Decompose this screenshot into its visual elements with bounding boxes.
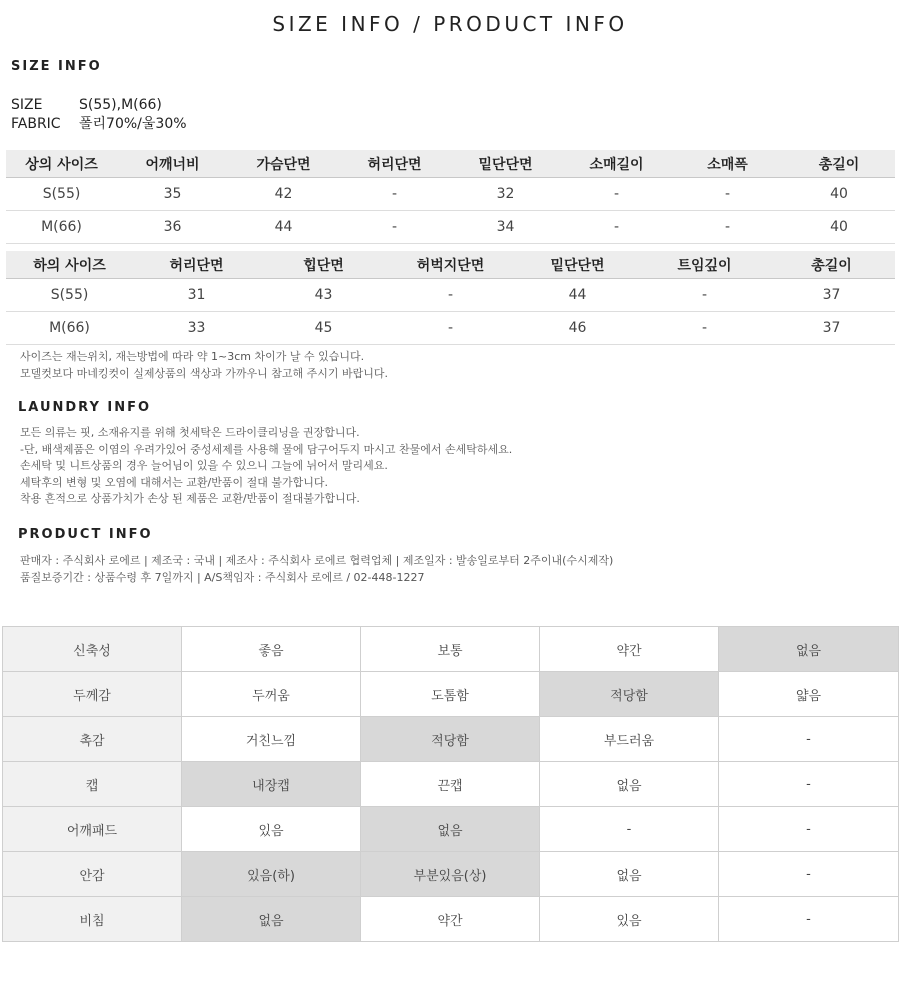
product-notes	[20, 553, 613, 586]
fabric-feel-label: 어깨패드	[3, 807, 182, 852]
note-line: 판매자 : 주식회사 로에르 | 제조국 : 국내 | 제조사 : 주식회사 로에르 협력업체 | 제조일자 : 발송일로부터 2주이내(수시제작)	[20, 554, 614, 567]
fabric-feel-option: 있음	[540, 897, 719, 942]
column-header: 총길이	[783, 150, 895, 178]
table-cell: -	[387, 279, 514, 312]
fabric-feel-label: 안감	[3, 852, 182, 897]
note-line: 모든 의류는 핏, 소재유지를 위해 첫세탁은 드라이클리닝을 권장합니다.	[20, 426, 360, 439]
fabric-feel-option-selected: 적당함	[361, 717, 540, 762]
fabric-feel-option: -	[719, 852, 899, 897]
size-info-heading: SIZE INFO	[11, 59, 102, 74]
note-line: 품질보증기간 : 상품수령 후 7일까지 | A/S책임자 : 주식회사 로에르 / 02-448-1227	[20, 570, 425, 584]
fabric-feel-table-body	[3, 627, 899, 942]
column-header: 밑단단면	[450, 150, 561, 178]
top-size-table-body	[6, 178, 895, 244]
fabric-feel-option-selected: 없음	[361, 807, 540, 852]
fabric-feel-option: 약간	[540, 627, 719, 672]
table-cell: 40	[783, 178, 895, 211]
table-cell: 43	[260, 279, 387, 312]
table-cell: M(66)	[6, 312, 133, 345]
page-title: SIZE INFO / PRODUCT INFO	[272, 12, 628, 36]
fabric-feel-row	[3, 672, 899, 717]
bottom-size-table-body	[6, 279, 895, 345]
column-header: 총길이	[768, 251, 895, 279]
table-cell: 36	[117, 211, 228, 244]
table-cell: 45	[260, 312, 387, 345]
table-cell: 37	[768, 279, 895, 312]
table-cell: -	[641, 279, 768, 312]
top-size-table	[6, 150, 895, 244]
laundry-notes	[20, 425, 512, 508]
column-header: 하의 사이즈	[6, 251, 133, 279]
table-cell: -	[387, 312, 514, 345]
product-info-heading: PRODUCT INFO	[18, 527, 153, 542]
table-cell: 42	[228, 178, 339, 211]
fabric-feel-row	[3, 627, 899, 672]
fabric-feel-option: 도톰함	[361, 672, 540, 717]
note-line: 세탁후의 변형 및 오염에 대해서는 교환/반품이 절대 불가합니다.	[20, 475, 328, 489]
column-header: 가슴단면	[228, 150, 339, 178]
column-header: 소매길이	[561, 150, 672, 178]
table-cell: S(55)	[6, 178, 117, 211]
fabric-feel-row	[3, 852, 899, 897]
fabric-feel-row	[3, 807, 899, 852]
column-header: 밑단단면	[514, 251, 641, 279]
fabric-feel-option-selected: 없음	[719, 627, 899, 672]
column-header: 허벅지단면	[387, 251, 514, 279]
fabric-feel-label: 비침	[3, 897, 182, 942]
note-line: 손세탁 및 니트상품의 경우 늘어님이 있을 수 있으니 그늘에 뉘어서 말리세요.	[20, 459, 388, 473]
note-line: -단, 배색제품은 이염의 우려가있어 중성세제를 사용해 물에 담구어두지 마시고 찬물에서 손세탁하세요.	[20, 442, 513, 456]
table-cell: -	[561, 211, 672, 244]
column-header: 트임깊이	[641, 251, 768, 279]
table-cell: 34	[450, 211, 561, 244]
table-cell: 44	[514, 279, 641, 312]
fabric-feel-label: 촉감	[3, 717, 182, 762]
table-cell: -	[672, 211, 783, 244]
table-row	[6, 178, 895, 211]
table-cell: 37	[768, 312, 895, 345]
table-cell: -	[339, 178, 450, 211]
fabric-feel-option-selected: 내장캡	[182, 762, 361, 807]
table-header-row	[6, 251, 895, 279]
fabric-feel-option-selected: 부분있음(상)	[361, 852, 540, 897]
fabric-feel-table	[2, 626, 899, 942]
size-label: SIZE	[11, 97, 43, 113]
fabric-feel-option-selected: 있음(하)	[182, 852, 361, 897]
fabric-label: FABRIC	[11, 116, 61, 132]
note-line: 모델컷보다 마네킹컷이 실제상품의 색상과 가까우니 참고해 주시기 바랍니다.	[20, 366, 389, 380]
fabric-feel-option: 좋음	[182, 627, 361, 672]
column-header: 상의 사이즈	[6, 150, 117, 178]
size-spec-row	[11, 97, 162, 113]
fabric-feel-option: 있음	[182, 807, 361, 852]
fabric-feel-row	[3, 897, 899, 942]
table-cell: 32	[450, 178, 561, 211]
fabric-spec-row	[11, 113, 187, 133]
table-cell: 46	[514, 312, 641, 345]
column-header: 힙단면	[260, 251, 387, 279]
fabric-feel-option: 거친느낌	[182, 717, 361, 762]
bottom-size-table-header	[6, 251, 895, 279]
fabric-feel-option-selected: 적당함	[540, 672, 719, 717]
fabric-feel-row	[3, 762, 899, 807]
size-notes	[20, 349, 388, 382]
note-line: 착용 흔적으로 상품가치가 손상 된 제품은 교환/반품이 절대불가합니다.	[20, 492, 360, 506]
fabric-feel-label: 신축성	[3, 627, 182, 672]
table-row	[6, 312, 895, 345]
table-cell: 31	[133, 279, 260, 312]
top-size-table-header	[6, 150, 895, 178]
fabric-value: 폴리70%/울30%	[79, 116, 187, 132]
table-cell: 40	[783, 211, 895, 244]
size-value: S(55),M(66)	[79, 97, 162, 113]
fabric-feel-option: 없음	[540, 852, 719, 897]
table-cell: 35	[117, 178, 228, 211]
table-cell: -	[672, 178, 783, 211]
column-header: 소매폭	[672, 150, 783, 178]
fabric-feel-option: -	[719, 897, 899, 942]
fabric-feel-option: -	[719, 762, 899, 807]
column-header: 허리단면	[339, 150, 450, 178]
table-header-row	[6, 150, 895, 178]
table-cell: -	[641, 312, 768, 345]
table-cell: M(66)	[6, 211, 117, 244]
bottom-size-table	[6, 251, 895, 345]
fabric-feel-option: -	[540, 807, 719, 852]
fabric-feel-option: 얇음	[719, 672, 899, 717]
table-cell: 33	[133, 312, 260, 345]
table-cell: 44	[228, 211, 339, 244]
table-row	[6, 211, 895, 244]
fabric-feel-option: 약간	[361, 897, 540, 942]
note-line: 사이즈는 재는위치, 재는방법에 따라 약 1~3cm 차이가 날 수 있습니다.	[20, 350, 365, 363]
column-header: 허리단면	[133, 251, 260, 279]
fabric-feel-option: -	[719, 807, 899, 852]
fabric-feel-option: 두꺼움	[182, 672, 361, 717]
table-cell: -	[561, 178, 672, 211]
fabric-feel-option: 끈캡	[361, 762, 540, 807]
table-cell: S(55)	[6, 279, 133, 312]
fabric-feel-label: 두께감	[3, 672, 182, 717]
table-cell: -	[339, 211, 450, 244]
fabric-feel-label: 캡	[3, 762, 182, 807]
fabric-feel-option: -	[719, 717, 899, 762]
fabric-feel-option: 없음	[540, 762, 719, 807]
fabric-feel-row	[3, 717, 899, 762]
column-header: 어깨너비	[117, 150, 228, 178]
laundry-info-heading: LAUNDRY INFO	[18, 400, 152, 415]
fabric-feel-option: 부드러움	[540, 717, 719, 762]
fabric-feel-option: 보통	[361, 627, 540, 672]
fabric-feel-option-selected: 없음	[182, 897, 361, 942]
table-row	[6, 279, 895, 312]
